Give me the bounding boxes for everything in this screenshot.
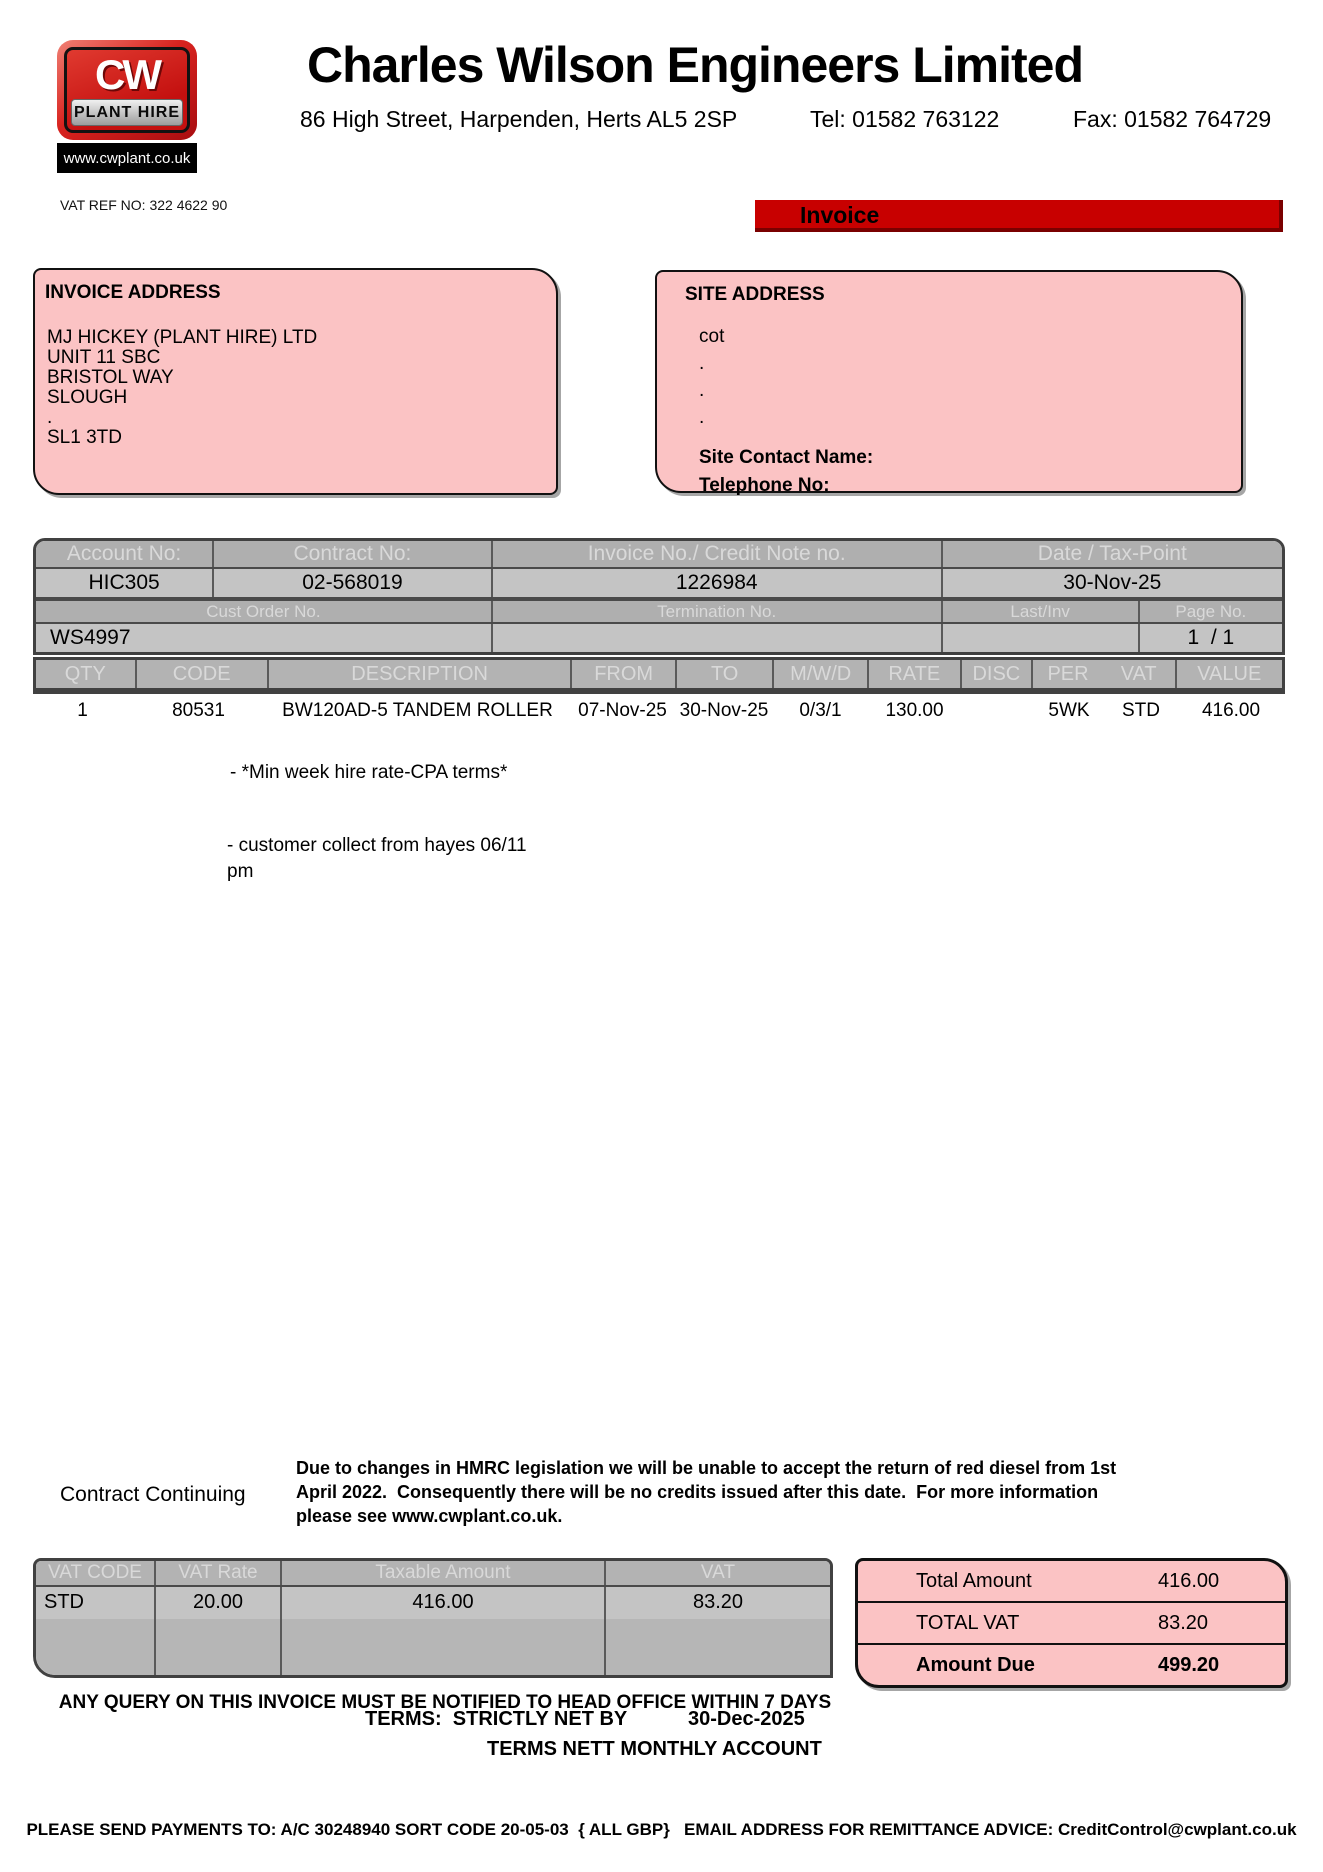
item-note-2: - customer collect from hayes 06/11 [227,835,527,856]
vat-summary-table [33,1558,833,1678]
invoice-address-line: SL1 3TD [47,427,122,448]
logo-website-bar: www.cwplant.co.uk [57,143,197,173]
date-tax-point-label: Date / Tax-Point [941,541,1282,567]
invoice-address-line: MJ HICKEY (PLANT HIRE) LTD [47,327,318,348]
amount-due-label: Amount Due [916,1653,1035,1676]
per-header: PER [1031,660,1103,688]
total-amount-value: 416.00 [1158,1569,1220,1592]
item-per: 5WK [1048,700,1090,721]
logo-cw-text: CW [95,50,159,98]
site-address-heading: SITE ADDRESS [685,284,825,305]
item-from-date: 07-Nov-25 [578,700,667,721]
item-note-1: - *Min week hire rate-CPA terms* [230,762,508,783]
item-qty: 1 [77,700,88,721]
site-telephone-label: Telephone No: [699,475,830,496]
vat-rate-value: 20.00 [154,1587,280,1675]
company-logo [57,40,197,140]
invoice-address-line: . [47,407,53,428]
total-amount-row [858,1561,1285,1601]
logo-frame [64,47,190,133]
invoice-address-line: SLOUGH [47,387,128,408]
company-name: Charles Wilson Engineers Limited [306,37,1084,93]
hmrc-notice-line: April 2022. Consequently there will be no credits issued after this date. For more information [296,1482,1099,1502]
payments-remittance-line: PLEASE SEND PAYMENTS TO: A/C 30248940 SORT CODE 20-05-03 { ALL GBP} EMAIL ADDRESS FOR REMITTANCE ADVICE: CreditControl@cwplant.co.uk [26,1820,1297,1839]
taxable-amount-header: Taxable Amount [280,1561,604,1585]
totals-box [855,1558,1288,1688]
terms-nett-monthly: TERMS NETT MONTHLY ACCOUNT [487,1738,822,1760]
item-disc [961,698,1033,724]
hmrc-notice-line: please see www.cwplant.co.uk. [296,1506,563,1526]
items-header-row [33,657,1285,694]
hmrc-notice [296,1456,1136,1528]
vat-table-header-row [36,1561,830,1587]
invoice-no-value: 1226984 [491,569,941,597]
terms-due-date: 30-Dec-2025 [688,1708,805,1730]
cust-order-no-value: WS4997 [50,626,131,649]
info-values-row-1 [36,569,1282,601]
termination-no-value [491,624,941,652]
total-vat-label: TOTAL VAT [916,1611,1020,1634]
mwd-header: M/W/D [772,660,867,688]
invoice-info-table [33,538,1285,655]
site-address-line: cot [699,326,725,347]
invoice-address-box [33,268,558,495]
description-header: DESCRIPTION [267,660,571,688]
invoice-banner-label: Invoice [800,202,880,228]
vat-table-body-row [36,1587,830,1675]
vat-rate-header: VAT Rate [154,1561,280,1585]
total-vat-value: 83.20 [1158,1611,1209,1634]
info-labels-row-2 [36,601,1282,624]
last-inv-value [941,624,1138,652]
invoice-banner [755,200,1283,232]
company-telephone: Tel: 01582 763122 [810,106,1000,132]
query-notice: ANY QUERY ON THIS INVOICE MUST BE NOTIFIED TO HEAD OFFICE WITHIN 7 DAYS [58,1692,832,1713]
to-header: TO [675,660,773,688]
taxable-amount-value: 416.00 [280,1587,604,1675]
item-to-date: 30-Nov-25 [679,700,769,721]
item-row [33,698,1285,724]
contract-continuing-label: Contract Continuing [60,1483,246,1506]
hmrc-notice-line: Due to changes in HMRC legislation we will be unable to accept the return of red diesel from 1st [296,1458,1117,1478]
item-value: 416.00 [1201,700,1261,721]
item-description: BW120AD-5 TANDEM ROLLER [282,700,553,721]
site-address-line: . [699,353,705,374]
vat-ref-number: VAT REF NO: 322 4622 90 [60,197,228,213]
vat-code-value: STD [44,1591,84,1613]
vat-header: VAT [1120,662,1157,685]
date-tax-point-value: 30-Nov-25 [941,569,1282,597]
account-no-label: Account No: [66,542,182,565]
site-address-line: . [699,380,705,401]
terms-label: TERMS: STRICTLY NET BY [365,1708,628,1730]
rate-header: RATE [867,660,960,688]
last-inv-label: Last/Inv [941,601,1138,622]
page-no-value: 1 / 1 [1138,624,1282,652]
site-address-line: . [699,407,705,428]
from-header: FROM [570,660,675,688]
invoice-address-lines [47,328,556,448]
invoice-address-heading: INVOICE ADDRESS [45,282,221,303]
amount-due-row [858,1643,1285,1685]
logo-plant-hire-text: PLANT HIRE [71,99,183,126]
code-header: CODE [135,660,267,688]
item-note-3: pm [227,861,254,882]
item-code: 80531 [172,700,225,721]
item-vat-code: STD [1122,700,1160,721]
company-fax: Fax: 01582 764729 [1073,106,1272,132]
item-mwd: 0/3/1 [799,700,842,721]
site-address-box [655,270,1243,496]
site-address-lines [699,323,1241,431]
contract-no-label: Contract No: [212,541,491,567]
vat-amount-header: VAT [604,1561,830,1585]
invoice-address-line: UNIT 11 SBC [47,347,161,368]
account-no-value: HIC305 [88,571,160,594]
vat-amount-value: 83.20 [604,1587,830,1675]
site-contact-label: Site Contact Name: [699,447,874,468]
info-values-row-2 [36,624,1282,652]
value-header: VALUE [1175,660,1282,688]
vat-code-header: VAT CODE [48,1562,142,1583]
termination-no-label: Termination No. [491,601,941,622]
cust-order-no-label: Cust Order No. [206,601,321,621]
disc-header: DISC [960,660,1032,688]
amount-due-value: 499.20 [1158,1653,1220,1676]
page-no-label: Page No. [1138,601,1282,622]
info-labels-row-1 [36,541,1282,569]
item-rate: 130.00 [885,700,944,721]
company-address: 86 High Street, Harpenden, Herts AL5 2SP [300,106,738,132]
total-vat-row [858,1601,1285,1643]
invoice-no-label: Invoice No./ Credit Note no. [491,541,941,567]
qty-header: QTY [64,662,106,685]
invoice-address-line: BRISTOL WAY [47,367,174,388]
total-amount-label: Total Amount [916,1569,1032,1592]
contract-no-value: 02-568019 [212,569,491,597]
